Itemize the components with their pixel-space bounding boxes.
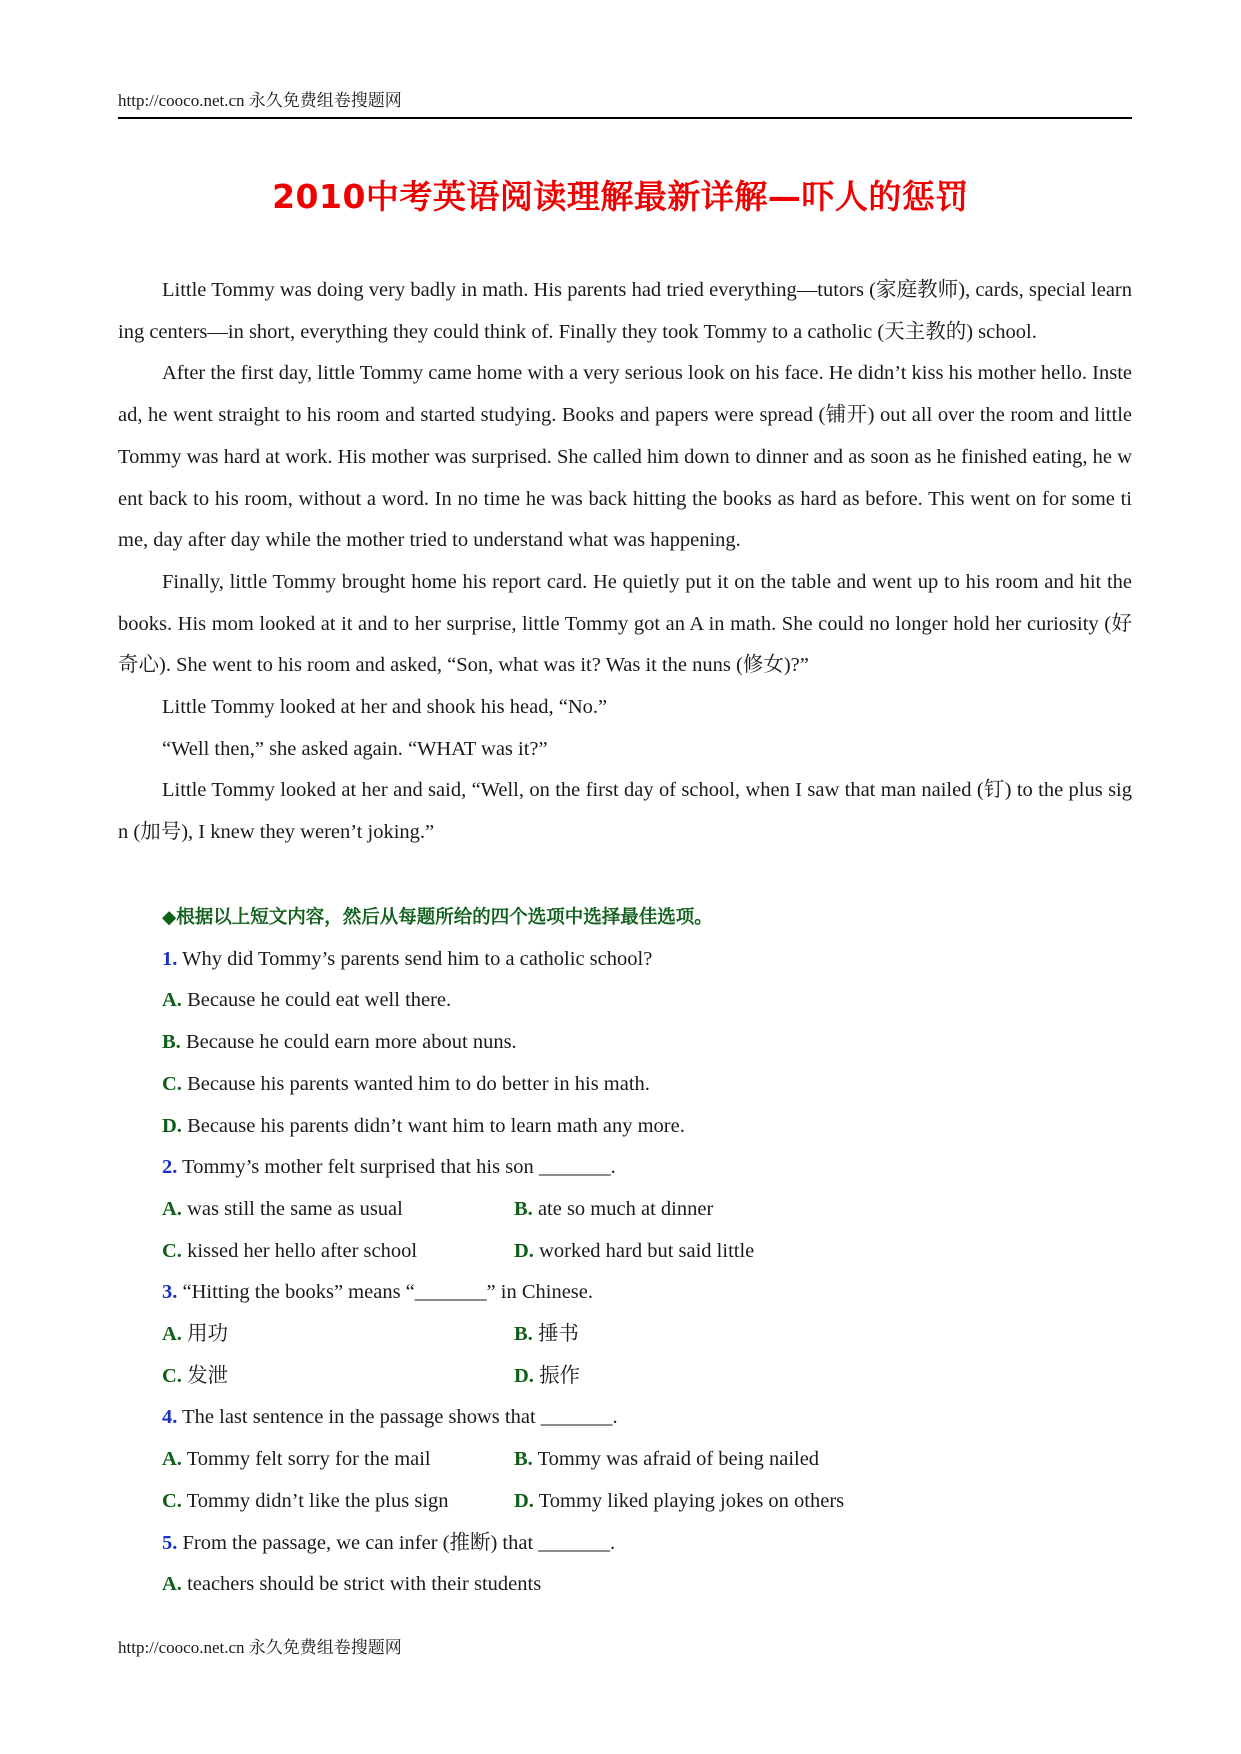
option-2d (514, 1240, 754, 1262)
question-2 (118, 1147, 1132, 1189)
question-number: 3. (162, 1281, 178, 1304)
option-letter: C. (162, 1364, 182, 1387)
option-text: Tommy liked playing jokes on others (533, 1489, 845, 1512)
option-letter: C. (162, 1072, 182, 1095)
question-3 (118, 1272, 1132, 1314)
option-text: Because he could eat well there. (181, 989, 452, 1012)
option-text: 发泄 (181, 1364, 229, 1387)
option-text: Tommy was afraid of being nailed (532, 1448, 820, 1471)
question-text: Tommy’s mother felt surprised that his son _______. (177, 1156, 616, 1179)
option-1a (118, 980, 1132, 1022)
option-text: Because his parents didn’t want him to learn math any more. (181, 1114, 685, 1137)
option-text: 用功 (181, 1323, 229, 1346)
question-1 (118, 939, 1132, 981)
option-text: kissed her hello after school (181, 1239, 418, 1262)
option-1b (118, 1022, 1132, 1064)
passage-paragraph: After the first day, little Tommy came home with a very serious look on his face. He didn’t kiss his mother hello. Instead, he went straight to his room and started studying. Books and papers were spread (铺开) out all over the room and little Tommy was hard at work. His mother was surprised. She called him down to dinner and as soon as he finished eating, he went back to his room, without a word. In no time he was back hitting the books as hard as before. This went on for some time, day after day while the mother tried to understand what was happening. (118, 362, 1132, 552)
option-text: teachers should be strict with their students (181, 1573, 542, 1596)
option-3a (162, 1314, 514, 1356)
option-letter: A. (162, 1197, 182, 1220)
option-4b (514, 1448, 819, 1470)
option-1c (118, 1064, 1132, 1106)
option-letter: A. (162, 1448, 182, 1471)
option-letter: B. (162, 1031, 181, 1054)
question-number: 2. (162, 1156, 178, 1179)
option-letter: A. (162, 1573, 182, 1596)
options-2cd (118, 1231, 1132, 1273)
option-letter: A. (162, 1323, 182, 1346)
option-text: Because he could earn more about nuns. (180, 1031, 517, 1054)
option-letter: D. (514, 1364, 534, 1387)
question-number: 5. (162, 1531, 178, 1554)
option-text: was still the same as usual (181, 1197, 403, 1220)
option-3c (162, 1356, 514, 1398)
question-number: 1. (162, 947, 178, 970)
passage-paragraph: Little Tommy looked at her and shook his head, “No.” (162, 696, 608, 719)
option-letter: D. (514, 1489, 534, 1512)
options-3cd (118, 1356, 1132, 1398)
option-text: Tommy felt sorry for the mail (181, 1448, 431, 1471)
question-text: From the passage, we can infer (推断) that _______. (177, 1531, 616, 1554)
option-3b (514, 1323, 579, 1345)
option-5a (118, 1564, 1132, 1606)
option-letter: B. (514, 1448, 533, 1471)
instruction-text: ◆根据以上短文内容，然后从每题所给的四个选项中选择最佳选项。 (162, 907, 713, 928)
page-header (118, 89, 1132, 119)
option-2a (162, 1189, 514, 1231)
option-4a (162, 1439, 514, 1481)
option-letter: A. (162, 989, 182, 1012)
options-4ab (118, 1439, 1132, 1481)
passage-paragraph: Finally, little Tommy brought home his report card. He quietly put it on the table and went up to his room and hit the books. His mom looked at it and to her surprise, little Tommy got an A in math. She could no longer hold her curiosity (好奇心). She went to his room and asked, “Son, what was it? Was it the nuns (修女)?” (118, 570, 1132, 677)
option-text: Tommy didn’t like the plus sign (181, 1489, 449, 1512)
question-text: “Hitting the books” means “_______” in Chinese. (177, 1281, 593, 1304)
option-letter: B. (514, 1323, 533, 1346)
question-text: Why did Tommy’s parents send him to a catholic school? (177, 947, 653, 970)
passage-paragraph: “Well then,” she asked again. “WHAT was it?” (162, 737, 548, 760)
passage-paragraph: Little Tommy looked at her and said, “Well, on the first day of school, when I saw that man nailed (钉) to the plus sign (加号), I knew they weren’t joking.” (118, 779, 1132, 844)
question-4 (118, 1397, 1132, 1439)
option-letter: D. (162, 1114, 182, 1137)
reading-passage (118, 270, 1132, 854)
option-4c (162, 1481, 514, 1523)
option-2c (162, 1231, 514, 1273)
passage-paragraph: Little Tommy was doing very badly in math. His parents had tried everything—tutors (家庭教师), cards, special learning centers—in short, everything they could think of. Finally they took Tommy to a catholic (天主教的) school. (118, 279, 1132, 343)
question-5 (118, 1523, 1132, 1565)
option-3d (514, 1365, 580, 1387)
options-2ab (118, 1189, 1132, 1231)
questions-section (118, 897, 1132, 1606)
option-4d (514, 1490, 844, 1512)
footer-url-text: http://cooco.net.cn 永久免费组卷搜题网 (118, 1638, 402, 1657)
option-text: Because his parents wanted him to do better in his math. (181, 1072, 650, 1095)
question-number: 4. (162, 1406, 178, 1429)
header-url-text: http://cooco.net.cn 永久免费组卷搜题网 (118, 91, 402, 110)
document-title: 2010中考英语阅读理解最新详解—吓人的惩罚 (272, 177, 969, 216)
option-1d (118, 1106, 1132, 1148)
option-letter: D. (514, 1239, 534, 1262)
question-text: The last sentence in the passage shows that _______. (177, 1406, 618, 1429)
option-letter: C. (162, 1489, 182, 1512)
option-letter: B. (514, 1197, 533, 1220)
option-text: ate so much at dinner (532, 1197, 714, 1220)
option-text: worked hard but said little (533, 1239, 755, 1262)
option-letter: C. (162, 1239, 182, 1262)
option-text: 振作 (533, 1364, 581, 1387)
options-3ab (118, 1314, 1132, 1356)
page-footer (118, 1636, 402, 1660)
option-2b (514, 1198, 713, 1220)
option-text: 捶书 (532, 1323, 579, 1346)
options-4cd (118, 1481, 1132, 1523)
